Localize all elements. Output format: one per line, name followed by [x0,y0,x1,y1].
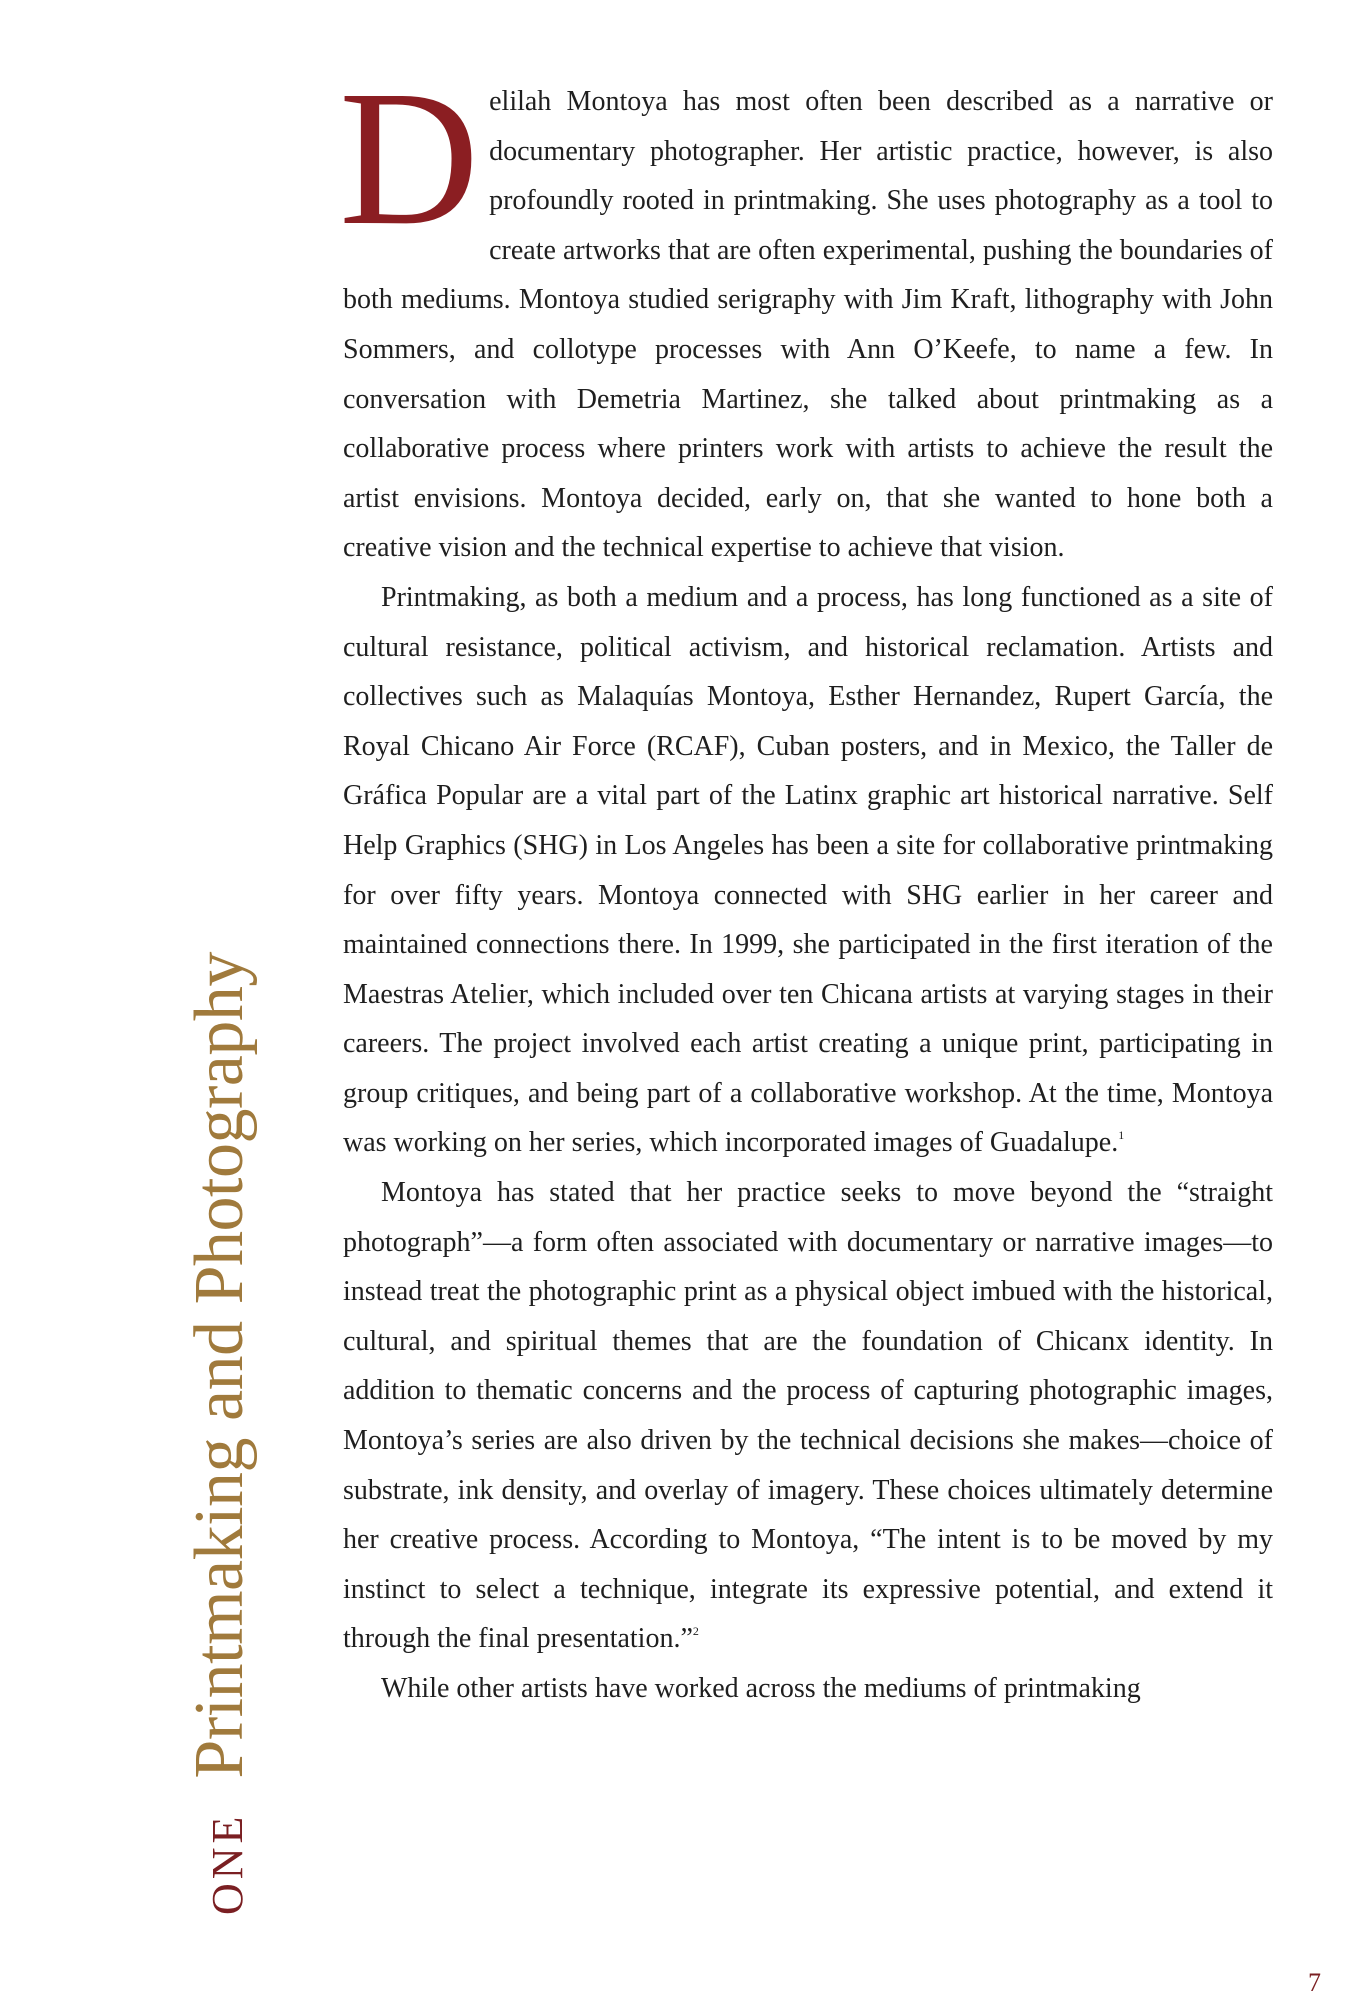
page-number: 7 [1308,1968,1321,1997]
chapter-heading [180,952,260,1915]
paragraph-1 [339,50,1273,573]
paragraph-4-text: While other artists have worked across the mediums of printmaking [381,1673,1141,1704]
paragraph-3 [343,1168,1273,1664]
body-text [339,50,1273,1714]
chapter-title: Printmaking and Photography [181,952,258,1779]
footnote-marker-1[interactable]: 1 [1118,1128,1125,1143]
paragraph-3-text: Montoya has stated that her practice seeks to move beyond the “straight photograph”—a form often associated with documentary or narrative images—to instead treat the photographic print as a physical object imbued with the historical, cultural, and spiritual themes that are the foundation of Chicanx identity. In addition to thematic concerns and the process of capturing photographic images, Montoya’s series are also driven by the technical decisions she makes—choice of substrate, ink density, and overlay of imagery. These choices ultimately determine her creative process. According to Montoya, “The intent is to be moved by my instinct to select a technique, integrate its expressive potential, and extend it through the final presentation.” [343,1177,1273,1655]
paragraph-4 [343,1664,1273,1714]
paragraph-2 [343,573,1273,1168]
footnote-marker-2[interactable]: 2 [692,1624,699,1639]
paragraph-2-text: Printmaking, as both a medium and a process, has long functioned as a site of cultural resistance, political activism, and historical reclamation. Artists and collectives such as Malaquías Montoya, Esther Hernandez, Rupert García, the Royal Chicano Air Force (RCAF), Cuban posters, and in Mexico, the Taller de Gráfica Popular are a vital part of the Latinx graphic art historical narrative. Self Help Graphics (SHG) in Los Angeles has been a site for collaborative printmaking for over fifty years. Montoya connected with SHG earlier in her career and maintained connections there. In 1999, she participated in the first iteration of the Maestras Atelier, which included over ten Chicana artists at varying stages in their careers. The project involved each artist creating a unique print, participating in group critiques, and being part of a collaborative workshop. At the time, Montoya was working on her series, which incorporated images of Guadalupe. [343,581,1273,1159]
chapter-number: ONE [203,1812,252,1915]
paragraph-1-text: elilah Montoya has most often been described as a narrative or documentary photographer. Her artistic practice, however, is also profoundly rooted in printmaking. She uses photography as a tool to create artworks that are often experimental, pushing the boundaries of both mediums. Montoya studied serigraphy with Jim Kraft, lithography with John Sommers, and collotype processes with Ann O’Keefe, to name a few. In conversation with Demetria Martinez, she talked about printmaking as a collaborative process where printers work with artists to achieve the result the artist envisions. Montoya decided, early on, that she wanted to hone both a creative vision and the technical expertise to achieve that vision. [343,86,1273,564]
drop-cap: D [339,50,480,265]
